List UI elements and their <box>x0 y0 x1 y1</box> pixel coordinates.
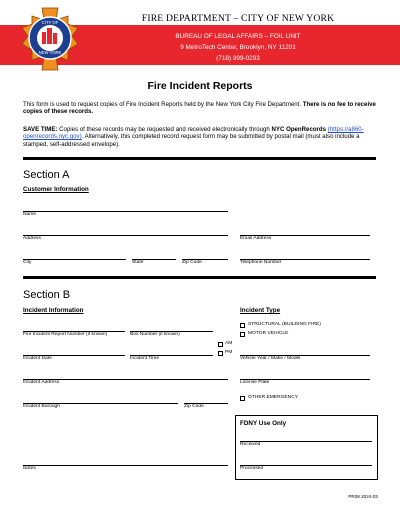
bureau-phone: (718) 999-0293 <box>216 55 260 62</box>
customer-info-heading: Customer Information <box>23 186 89 193</box>
save-time-text-2: . Alternatively, this completed record request form may be submitted by postal mail (must also include a stamped, self-addressed envelope). <box>23 133 360 148</box>
logo-text-top: CITY OF <box>41 20 59 25</box>
openrecords-name: NYC OpenRecords <box>271 126 327 133</box>
fdny-use-only-title: FDNY Use Only <box>240 420 287 427</box>
section-a-divider <box>23 157 376 160</box>
incident-info-heading: Incident Information <box>23 307 84 314</box>
bureau-name: BUREAU OF LEGAL AFFAIRS – FOIL UNIT <box>175 33 301 40</box>
structural-label: STRUCTURAL (BUILDING FIRE) <box>248 322 321 327</box>
other-emergency-checkbox[interactable] <box>240 396 245 401</box>
box-number-label: Box Number (if known) <box>130 332 180 337</box>
am-label: AM <box>225 341 233 346</box>
address-label: Address <box>23 236 41 241</box>
address-field[interactable] <box>23 235 228 236</box>
intro-text: This form is used to request copies of Fire Incident Reports held by the New York City Fire Department. <box>23 101 303 108</box>
city-label: City <box>23 260 32 265</box>
fdny-logo <box>20 6 80 74</box>
license-plate-label: License Plate <box>240 380 270 385</box>
department-title: FIRE DEPARTMENT – CITY OF NEW YORK <box>141 13 335 24</box>
incident-borough-label: Incident Borough <box>23 404 60 409</box>
bureau-address: 9 MetroTech Center, Brooklyn, NY 11201 <box>180 44 296 51</box>
save-time-label: SAVE TIME: <box>23 126 58 133</box>
vehicle-label: Vehicle Year / Make / Model <box>240 356 301 361</box>
zip-label: Zip Code <box>182 260 202 265</box>
logo-text-bottom: NEW YORK <box>38 50 62 55</box>
pm-label: PM <box>225 350 233 355</box>
save-time-paragraph <box>23 126 383 148</box>
motor-vehicle-label: MOTOR VEHICLE <box>248 331 289 336</box>
incident-type-heading: Incident Type <box>240 307 281 314</box>
city-field[interactable] <box>23 259 126 260</box>
intro-fee-note: There is no fee to receive copies of these records. <box>23 101 376 116</box>
section-a-title: Section A <box>23 169 70 181</box>
form-title: Fire Incident Reports <box>147 80 253 92</box>
openrecords-link[interactable]: (https://a860-openrecords.nyc.gov) <box>23 126 364 141</box>
telephone-label: Telephone Number <box>240 260 282 265</box>
state-label: State <box>132 260 144 265</box>
name-label: Name <box>23 212 37 217</box>
save-time-text: Copies of these records may be requested and received electronically through <box>57 126 272 133</box>
section-b-title: Section B <box>23 289 71 301</box>
incident-address-label: Incident Address <box>23 380 60 385</box>
report-number-label: Fire Incident Report Number (if known) <box>23 332 108 337</box>
pm-checkbox[interactable] <box>218 351 223 356</box>
incident-time-label: Incident Time <box>130 356 160 361</box>
name-field[interactable] <box>23 211 228 212</box>
incident-zip-label: Zip Code <box>184 404 204 409</box>
other-emergency-label: OTHER EMERGENCY <box>248 395 298 400</box>
am-checkbox[interactable] <box>218 342 223 347</box>
intro-paragraph <box>23 101 383 116</box>
notes-field[interactable] <box>23 465 228 466</box>
email-label: Email Address <box>240 236 272 241</box>
incident-date-label: Incident Date <box>23 356 52 361</box>
received-label: Received <box>240 442 261 447</box>
section-b-divider <box>23 276 376 279</box>
structural-checkbox[interactable] <box>240 323 245 328</box>
motor-vehicle-checkbox[interactable] <box>240 332 245 337</box>
notes-label: Notes <box>23 466 36 471</box>
processed-label: Processed <box>240 466 264 471</box>
form-code: PR08 2024-03 <box>348 494 378 499</box>
